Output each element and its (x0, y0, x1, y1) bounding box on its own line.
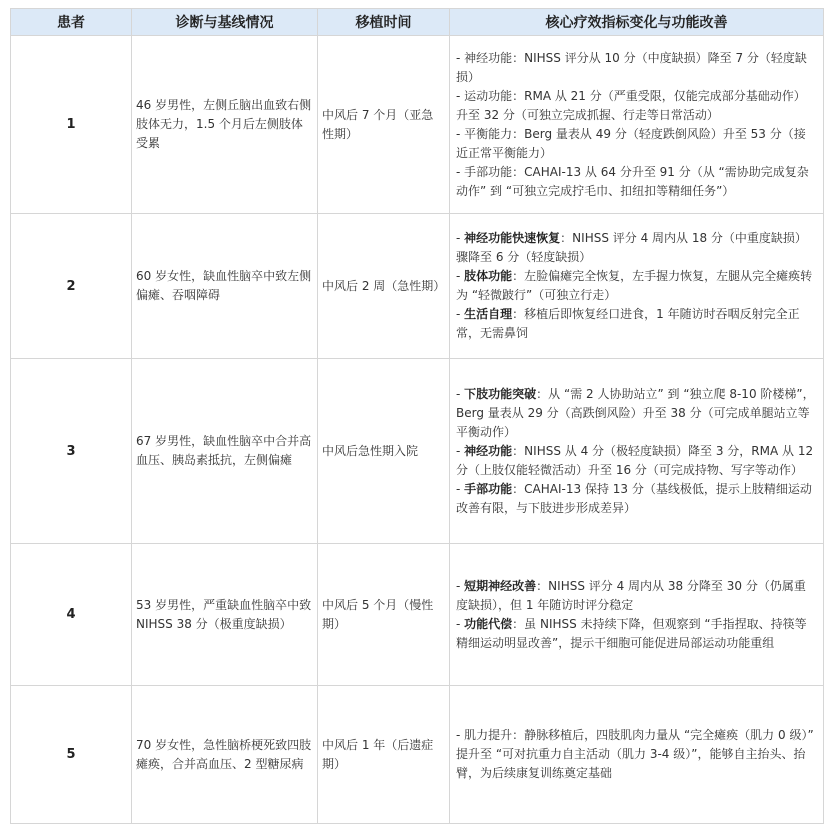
efficacy-item: - 下肢功能突破：从 “需 2 人协助站立” 到 “独立爬 8-10 阶楼梯”，Berg 量表从 29 分（高跌倒风险）升至 38 分（可完成单腿站立等平衡动作） (456, 386, 815, 439)
efficacy-cell (450, 359, 824, 544)
efficacy-text: - 手部功能：CAHAI-13 从 64 分升至 91 分（从 “需协助完成复杂动作” 到 “可独立完成拧毛巾、扣纽扣等精细任务”） (456, 164, 809, 198)
efficacy-item: - 生活自理：移植后即恢复经口进食，1 年随访时吞咽反射完全正常，无需鼻饲 (456, 307, 800, 340)
efficacy-cell (450, 214, 824, 359)
diagnosis-cell: 53 岁男性，严重缺血性脑卒中致 NIHSS 38 分（极重度缺损） (132, 544, 318, 686)
efficacy-text: ：左脸偏瘫完全恢复，左手握力恢复，左腿从完全瘫痪转为 “轻微跛行”（可独立行走） (456, 269, 813, 302)
table-row (11, 544, 824, 686)
efficacy-item (456, 163, 817, 201)
header-transplant-time: 移植时间 (318, 9, 450, 36)
header-efficacy: 核心疗效指标变化与功能改善 (450, 9, 824, 36)
efficacy-item (456, 125, 817, 163)
patient-number: 1 (11, 36, 132, 214)
efficacy-item (456, 726, 817, 783)
transplant-time-cell: 中风后 5 个月（慢性期） (318, 544, 450, 686)
diagnosis-cell: 67 岁男性，缺血性脑卒中合并高血压、胰岛素抵抗，左侧偏瘫 (132, 359, 318, 544)
efficacy-text: ：移植后即恢复经口进食，1 年随访时吞咽反射完全正常，无需鼻饲 (456, 307, 800, 340)
transplant-time-cell: 中风后 2 周（急性期） (318, 214, 450, 359)
table-row (11, 359, 824, 544)
efficacy-cell (450, 544, 824, 686)
efficacy-text: ：NIHSS 评分 4 周内从 18 分（中重度缺损）骤降至 6 分（轻度缺损） (456, 231, 807, 264)
efficacy-item: - 肢体功能：左脸偏瘫完全恢复，左手握力恢复，左腿从完全瘫痪转为 “轻微跛行”（可独立行走） (456, 269, 813, 302)
efficacy-label: 生活自理 (464, 307, 513, 321)
efficacy-item: - 手部功能：CAHAI-13 保持 13 分（基线极低，提示上肢精细运动改善有限，与下肢进步形成差异） (456, 481, 812, 515)
efficacy-cell (450, 36, 824, 214)
efficacy-text: ：NIHSS 评分 4 周内从 38 分降至 30 分（仍属重度缺损），但 1 年随访时评分稳定 (456, 578, 806, 612)
efficacy-label: 短期神经改善 (464, 578, 537, 593)
efficacy-label: 神经功能 (464, 443, 513, 458)
patient-number: 4 (11, 544, 132, 686)
table-header-row (11, 9, 824, 36)
efficacy-label: 功能代偿 (464, 616, 513, 631)
header-diagnosis: 诊断与基线情况 (132, 9, 318, 36)
diagnosis-cell: 70 岁女性，急性脑桥梗死致四肢瘫痪，合并高血压、2 型糖尿病 (132, 686, 318, 824)
table-row (11, 36, 824, 214)
efficacy-item: - 神经功能快速恢复：NIHSS 评分 4 周内从 18 分（中重度缺损）骤降至 6 分（轻度缺损） (456, 231, 807, 264)
efficacy-text: ：CAHAI-13 保持 13 分（基线极低，提示上肢精细运动改善有限，与下肢进步形成差异） (456, 481, 812, 515)
efficacy-item (456, 49, 817, 87)
efficacy-label: 肢体功能 (464, 269, 513, 283)
diagnosis-cell: 60 岁女性，缺血性脑卒中致左侧偏瘫、吞咽障碍 (132, 214, 318, 359)
efficacy-label: 下肢功能突破 (464, 386, 537, 401)
efficacy-text: ：NIHSS 从 4 分（极轻度缺损）降至 3 分，RMA 从 12 分（上肢仅能轻微活动）升至 16 分（可完成持物、写字等动作） (456, 443, 814, 477)
efficacy-item: - 功能代偿：虽 NIHSS 未持续下降，但观察到 “手指捏取、持筷等精细运动明显改善”，提示干细胞可能促进局部运动功能重组 (456, 616, 807, 650)
efficacy-item: - 短期神经改善：NIHSS 评分 4 周内从 38 分降至 30 分（仍属重度缺损），但 1 年随访时评分稳定 (456, 578, 806, 612)
efficacy-label: 手部功能 (464, 481, 513, 496)
stroke-stem-cell-case-table (10, 8, 824, 824)
patient-number: 2 (11, 214, 132, 359)
header-patient: 患者 (11, 9, 132, 36)
patient-number: 5 (11, 686, 132, 824)
patient-number: 3 (11, 359, 132, 544)
diagnosis-cell: 46 岁男性，左侧丘脑出血致右侧肢体无力，1.5 个月后左侧肢体受累 (132, 36, 318, 214)
efficacy-text: - 肌力提升：静脉移植后，四肢肌肉力量从 “完全瘫痪（肌力 0 级）” 提升至 “可对抗重力自主活动（肌力 3-4 级）”，能够自主抬头、抬臂，为后续康复训练奠定基础 (456, 728, 814, 780)
efficacy-text: ：从 “需 2 人协助站立” 到 “独立爬 8-10 阶楼梯”，Berg 量表从 29 分（高跌倒风险）升至 38 分（可完成单腿站立等平衡动作） (456, 386, 815, 439)
table-row (11, 214, 824, 359)
efficacy-item (456, 87, 817, 125)
efficacy-text: - 神经功能：NIHSS 评分从 10 分（中度缺损）降至 7 分（轻度缺损） (456, 50, 807, 84)
efficacy-cell (450, 686, 824, 824)
transplant-time-cell: 中风后急性期入院 (318, 359, 450, 544)
efficacy-text: - 运动功能：RMA 从 21 分（严重受限，仅能完成部分基础动作）升至 32 分（可独立完成抓握、行走等日常活动） (456, 88, 806, 122)
transplant-time-cell: 中风后 7 个月（亚急性期） (318, 36, 450, 214)
efficacy-text: - 平衡能力：Berg 量表从 49 分（轻度跌倒风险）升至 53 分（接近正常平衡能力） (456, 126, 806, 160)
table-row (11, 686, 824, 824)
efficacy-text: ：虽 NIHSS 未持续下降，但观察到 “手指捏取、持筷等精细运动明显改善”，提示干细胞可能促进局部运动功能重组 (456, 616, 807, 650)
efficacy-item: - 神经功能：NIHSS 从 4 分（极轻度缺损）降至 3 分，RMA 从 12 分（上肢仅能轻微活动）升至 16 分（可完成持物、写字等动作） (456, 443, 814, 477)
efficacy-label: 神经功能快速恢复 (464, 231, 561, 245)
transplant-time-cell: 中风后 1 年（后遗症期） (318, 686, 450, 824)
table-wrapper (10, 8, 824, 824)
